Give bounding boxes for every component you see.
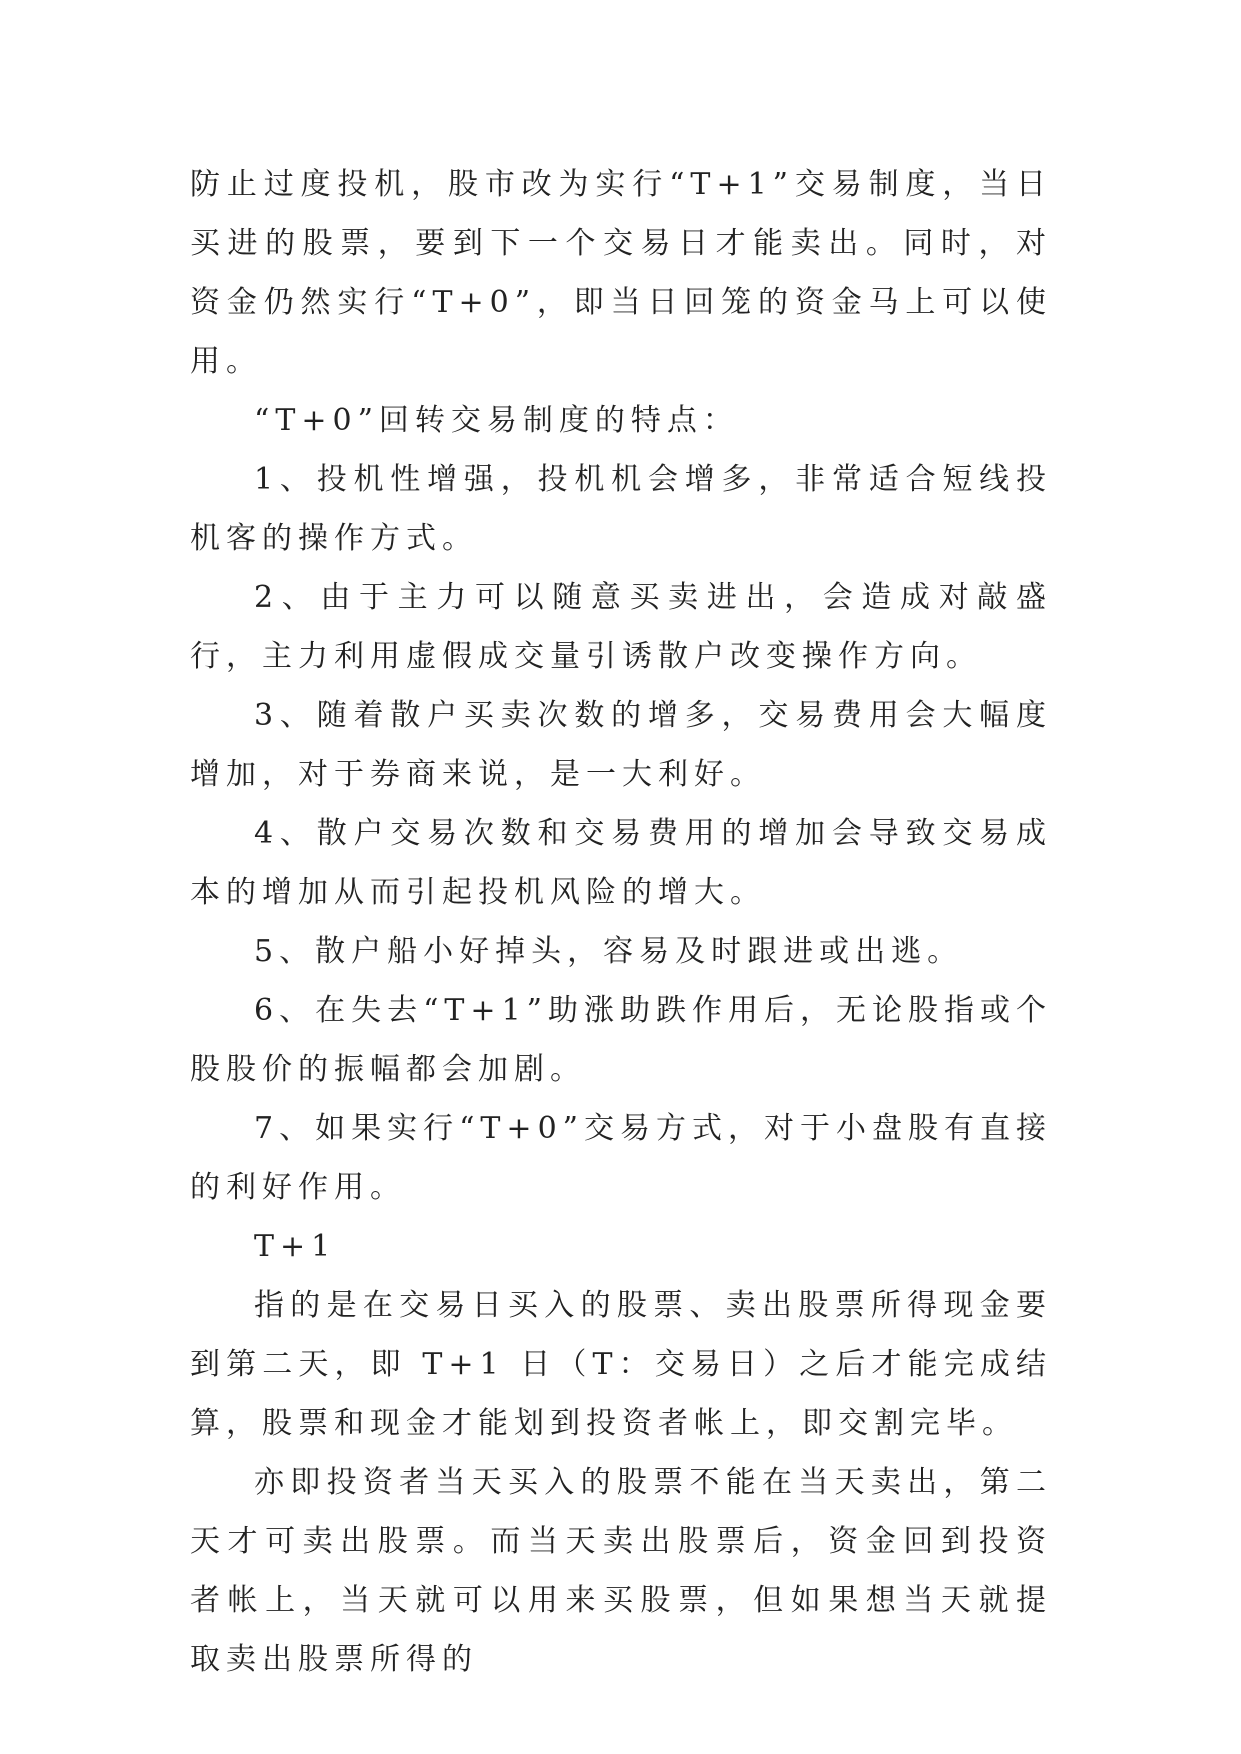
paragraph-3: 1、投机性增强，投机机会增多，非常适合短线投机客的操作方式。 xyxy=(190,462,1052,556)
paragraph-8: 6、在失去“T+1”助涨助跌作用后，无论股指或个股股价的振幅都会加剧。 xyxy=(190,993,1052,1087)
paragraph-10: T+1 xyxy=(254,1229,337,1264)
paragraph-1: 防止过度投机，股市改为实行“T+1”交易制度，当日买进的股票，要到下一个交易日才能卖出。同时，对资金仍然实行“T+0”，即当日回笼的资金马上可以使用。 xyxy=(190,167,1052,379)
document-body xyxy=(190,155,1052,1689)
paragraph-9: 7、如果实行“T+0”交易方式，对于小盘股有直接的利好作用。 xyxy=(190,1111,1052,1205)
paragraph-4: 2、由于主力可以随意买卖进出，会造成对敲盛行，主力利用虚假成交量引诱散户改变操作方向。 xyxy=(190,580,1052,674)
paragraph-12: 亦即投资者当天买入的股票不能在当天卖出，第二天才可卖出股票。而当天卖出股票后，资金回到投资者帐上，当天就可以用来买股票，但如果想当天就提取卖出股票所得的 xyxy=(190,1465,1052,1677)
paragraph-7: 5、散户船小好掉头，容易及时跟进或出逃。 xyxy=(254,934,964,969)
paragraph-6: 4、散户交易次数和交易费用的增加会导致交易成本的增加从而引起投机风险的增大。 xyxy=(190,816,1052,910)
paragraph-5: 3、随着散户买卖次数的增多，交易费用会大幅度增加，对于券商来说，是一大利好。 xyxy=(190,698,1052,792)
paragraph-11: 指的是在交易日买入的股票、卖出股票所得现金要到第二天，即 T+1 日（T：交易日）之后才能完成结算，股票和现金才能划到投资者帐上，即交割完毕。 xyxy=(190,1288,1052,1441)
paragraph-2: “T+0”回转交易制度的特点： xyxy=(254,403,739,438)
